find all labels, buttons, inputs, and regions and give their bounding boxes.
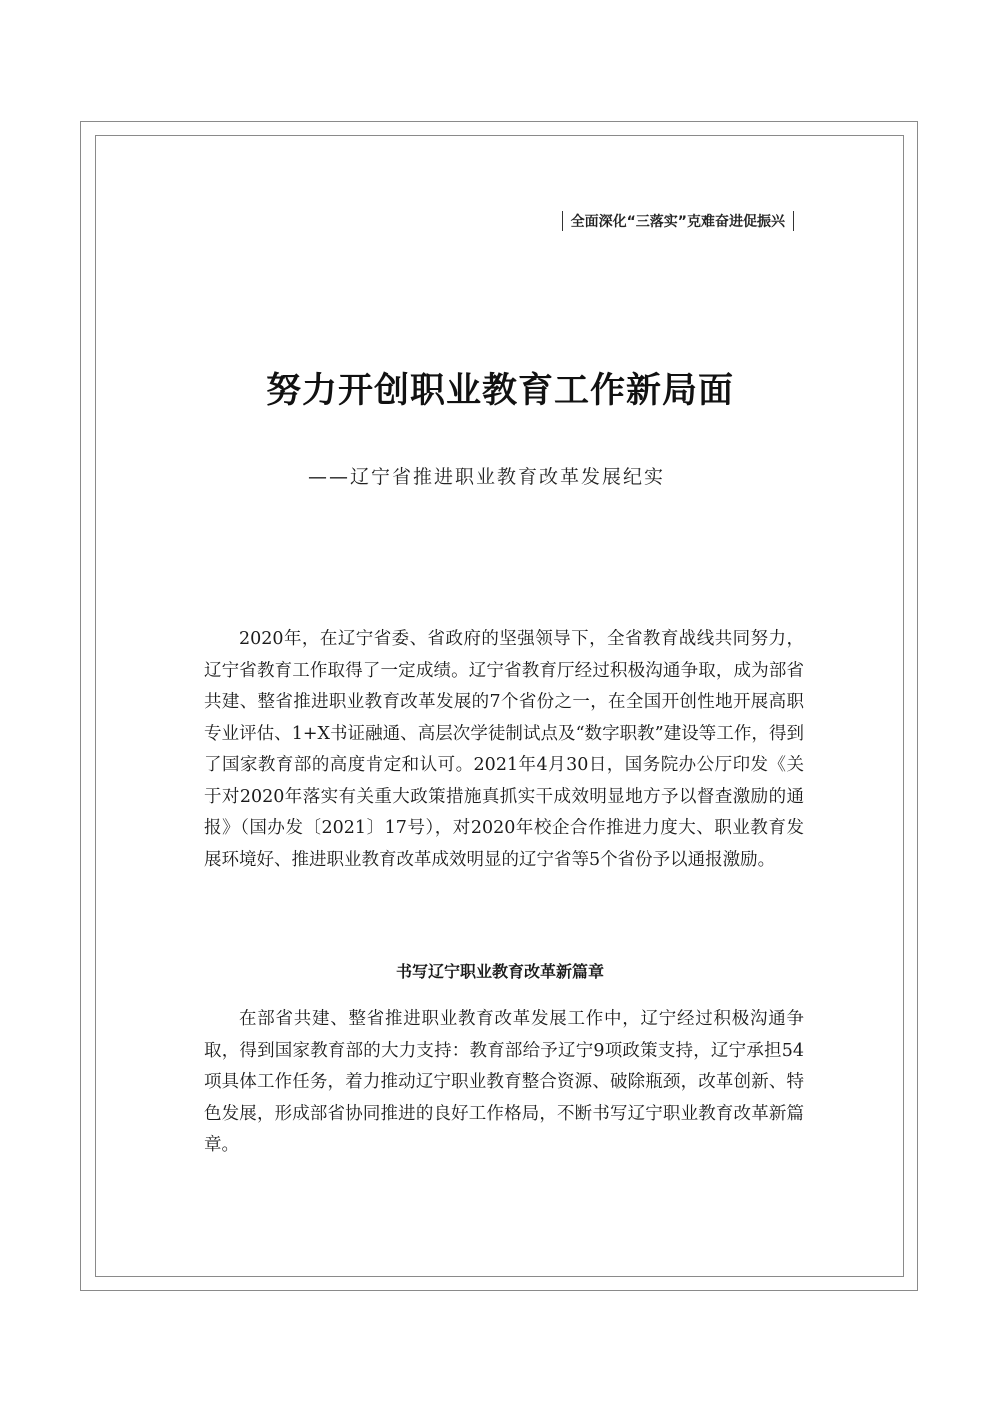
running-head xyxy=(554,210,802,232)
article-subtitle: ——辽宁省推进职业教育改革发展纪实 xyxy=(308,466,666,488)
running-head-text: 全面深化“三落实”克难奋进促振兴 xyxy=(570,214,785,230)
running-head-right-rule xyxy=(793,211,794,231)
section-paragraph: 在部省共建、整省推进职业教育改革发展工作中，辽宁经过积极沟通争取，得到国家教育部的大力支持：教育部给予辽宁9项政策支持，辽宁承担54项具体工作任务，着力推动辽宁职业教育整合资源、破除瓶颈，改革创新、特色发展，形成部省协同推进的良好工作格局，不断书写辽宁职业教育改革新篇章。 xyxy=(204,1009,804,1155)
section-heading: 书写辽宁职业教育改革新篇章 xyxy=(395,962,604,981)
article-title: 努力开创职业教育工作新局面 xyxy=(265,370,734,411)
intro-paragraph: 2020年，在辽宁省委、省政府的坚强领导下，全省教育战线共同努力，辽宁省教育工作取得了一定成绩。辽宁省教育厅经过积极沟通争取，成为部省共建、整省推进职业教育改革发展的7个省份之一，在全国开创性地开展高职专业评估、1+X书证融通、高层次学徒制试点及“数字职教”建设等工作，得到了国家教育部的高度肯定和认可。2021年4月30日，国务院办公厅印发《关于对2020年落实有关重大政策措施真抓实干成效明显地方予以督查激励的通报》（国办发〔2021〕17号），对2020年校企合作推进力度大、职业教育发展环境好、推进职业教育改革成效明显的辽宁省等5个省份予以通报激励。 xyxy=(204,629,804,870)
running-head-left-rule xyxy=(562,211,563,231)
